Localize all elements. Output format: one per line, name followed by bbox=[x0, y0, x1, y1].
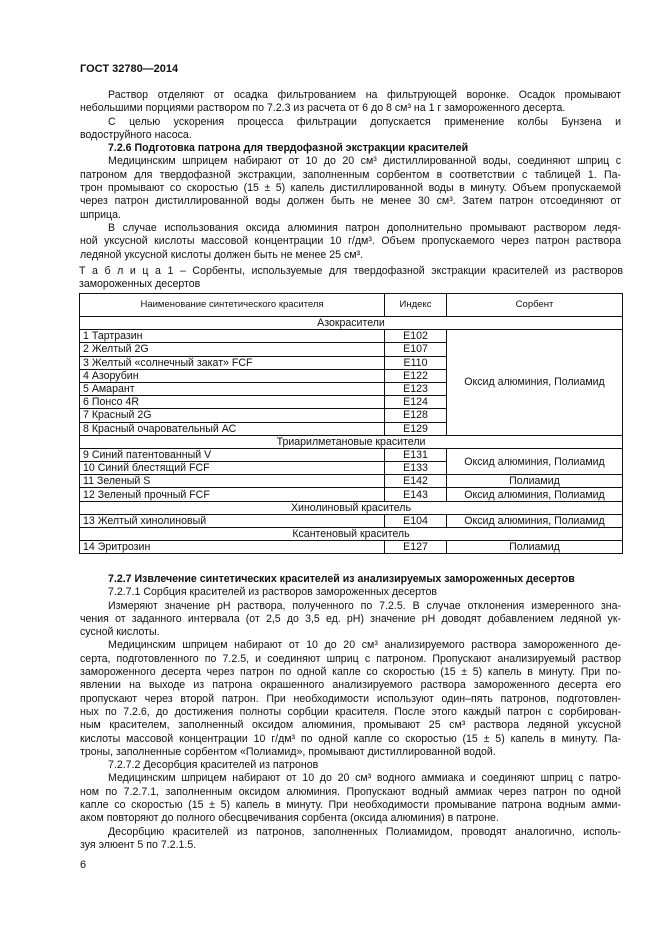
dye-index: E131 bbox=[385, 448, 447, 461]
text-line: Раствор отделяют от осадка фильтрованием на фильтрующей воронке. Осадок промывают bbox=[108, 89, 621, 101]
table-header-row bbox=[80, 294, 623, 317]
dye-index: E142 bbox=[385, 475, 447, 488]
text-line: ных по 7.2.6, до достижения полноты сорбции красителя. После этого каждый патрон с сорбирован- bbox=[80, 705, 621, 718]
dye-index: E107 bbox=[385, 343, 447, 356]
text-line: явлении на выходе из патрона окрашенного анализируемого раствора замороженного десерта его bbox=[80, 679, 621, 692]
sorbents-table bbox=[79, 293, 623, 554]
section-heading bbox=[80, 142, 621, 155]
dye-name: 2 Желтый 2G bbox=[80, 343, 385, 356]
dye-name: 4 Азорубин bbox=[80, 369, 385, 382]
text-line: С целью ускорения процесса фильтрации допускается применение колбы Бунзена и bbox=[108, 115, 621, 128]
category-row bbox=[80, 317, 623, 330]
text-line: чения от заданного интервала (от 2,5 до 3,5 ед. pH) значение pH доводят добавлением ледяной ук- bbox=[80, 612, 621, 625]
dye-name: 5 Амарант bbox=[80, 382, 385, 395]
paragraph bbox=[80, 586, 621, 599]
sorbent: Оксид алюминия, Полиамид bbox=[447, 488, 623, 501]
table-row bbox=[80, 475, 623, 488]
dye-index: E123 bbox=[385, 382, 447, 395]
text-line: ным красителем, заполненный оксидом алюминия, промывают 25 см³ раствора ледяной уксусной bbox=[80, 719, 621, 732]
table-row bbox=[80, 448, 623, 461]
dye-name: 11 Зеленый S bbox=[80, 475, 385, 488]
table-row bbox=[80, 514, 623, 527]
dye-index: E122 bbox=[385, 369, 447, 382]
dye-index: E129 bbox=[385, 422, 447, 435]
page-number: 6 bbox=[80, 859, 87, 871]
section-heading bbox=[80, 573, 621, 586]
dye-name: 9 Синий патентованный V bbox=[80, 448, 385, 461]
paragraph bbox=[80, 772, 621, 825]
column-header: Индекс bbox=[385, 294, 447, 317]
dye-name: 1 Тартразин bbox=[80, 330, 385, 343]
text-line: Измеряют значение pH раствора, полученного по 7.2.5. В случае отклонения измеренного зна- bbox=[108, 599, 621, 612]
table-row bbox=[80, 330, 623, 343]
paragraph bbox=[80, 89, 621, 116]
table-row bbox=[80, 488, 623, 501]
document-header: ГОСТ 32780—2014 bbox=[80, 63, 179, 75]
dye-name: 10 Синий блестящий FCF bbox=[80, 462, 385, 475]
dye-index: E124 bbox=[385, 396, 447, 409]
paragraph bbox=[80, 600, 621, 640]
dye-name: 7 Красный 2G bbox=[80, 409, 385, 422]
dye-index: E133 bbox=[385, 462, 447, 475]
sorbent: Оксид алюминия, Полиамид bbox=[447, 330, 623, 436]
dye-name: 12 Зеленый прочный FCF bbox=[80, 488, 385, 501]
section-7-2-7 bbox=[80, 573, 621, 852]
text-line: 7.2.6 Подготовка патрона для твердофазной экстракции красителей bbox=[108, 142, 469, 155]
dye-index: E102 bbox=[385, 330, 447, 343]
text-line: Десорбцию красителей из патронов, заполненных Полиамидом, проводят аналогично, исполь- bbox=[108, 825, 621, 838]
text-line: капле со скоростью (15 ± 5) капель в минуту. При необходимости промывание патрона водным амми- bbox=[80, 799, 621, 812]
paragraph bbox=[80, 826, 621, 853]
paragraph bbox=[80, 116, 621, 143]
section-7-2-5-7-2-6 bbox=[80, 89, 621, 262]
dye-index: E104 bbox=[385, 514, 447, 527]
dye-name: 8 Красный очаровательный АС bbox=[80, 422, 385, 435]
text-line: троны, заполненные сорбентом «Полиамид», промывают дистиллированной водой. bbox=[80, 745, 496, 758]
text-line: небольшими порциями раствором по 7.2.3 из расчета от 6 до 8 см³ на 1 г замороженного десерта. bbox=[80, 102, 566, 115]
category-label: Ксантеновый краситель bbox=[80, 528, 623, 541]
sorbent: Оксид алюминия, Полиамид bbox=[447, 514, 623, 527]
paragraph bbox=[80, 155, 621, 221]
table-caption bbox=[79, 265, 623, 292]
column-header: Наименование синтетического красителя bbox=[80, 294, 385, 317]
paragraph bbox=[80, 759, 621, 772]
dye-name: 13 Желтый хинолиновый bbox=[80, 514, 385, 527]
text-line: Медицинским шприцем набирают от 10 до 20 см³ дистиллированной воды, соединяют шприц с bbox=[108, 155, 621, 168]
text-line: ном по 7.2.7.1, заполненным оксидом алюминия. Пропускают водный аммиак через патрон по одной bbox=[80, 785, 621, 798]
text-line: зуя элюент 5 по 7.2.1.5. bbox=[80, 838, 197, 851]
paragraph bbox=[80, 639, 621, 759]
category-label: Хинолиновый краситель bbox=[80, 501, 623, 514]
text-line: 7.2.7.1 Сорбция красителей из растворов замороженных десертов bbox=[108, 586, 438, 599]
caption-line: замороженных десертов bbox=[79, 278, 201, 291]
text-line: пропускают через второй патрон. При необходимости используют один–пять патронов, подготовлен- bbox=[80, 692, 621, 705]
paragraph bbox=[80, 222, 621, 262]
text-line: 7.2.7.2 Десорбция красителей из патронов bbox=[108, 759, 319, 772]
category-row bbox=[80, 528, 623, 541]
text-line: Медицинским шприцем набирают от 10 до 20 см³ анализируемого раствора замороженного де- bbox=[108, 639, 621, 652]
text-line: 7.2.7 Извлечение синтетических красителей из анализируемых замороженных десертов bbox=[108, 573, 575, 585]
text-line: ной уксусной кислоты массовой концентрации 10 г/дм³. Объем пропускаемого через патрон раствора bbox=[80, 235, 621, 248]
dye-name: 6 Понсо 4R bbox=[80, 396, 385, 409]
dye-name: 14 Эритрозин bbox=[80, 541, 385, 554]
caption-line: Т а б л и ц а 1 – Сорбенты, используемые для твердофазной экстракции красителей из растворов bbox=[79, 265, 623, 277]
table-row bbox=[80, 541, 623, 554]
text-line: серта, подготовленного по 7.2.5, и соединяют шприц с патроном. Пропускают анализируемый раствор bbox=[80, 652, 621, 665]
text-line: Медицинским шприцем набирают от 10 до 20 см³ водного аммиака и соединяют шприц с патро- bbox=[108, 772, 621, 785]
dye-index: E127 bbox=[385, 541, 447, 554]
dye-index: E110 bbox=[385, 356, 447, 369]
text-line: замороженного десерта через патрон по одной капле со скоростью (15 ± 5) капель в минуту. При по- bbox=[80, 666, 621, 679]
category-row bbox=[80, 501, 623, 514]
text-line: сусной кислоты. bbox=[80, 626, 160, 639]
text-line: кислоты массовой концентрации 10 г/дм³ по одной капле со скоростью (15 ± 5) капель в минуту. Па- bbox=[80, 732, 621, 745]
text-line: В случае использования оксида алюминия патрон дополнительно промывают раствором ледя- bbox=[108, 221, 621, 234]
dye-index: E128 bbox=[385, 409, 447, 422]
column-header: Сорбент bbox=[447, 294, 623, 317]
category-row bbox=[80, 435, 623, 448]
text-line: ледяной уксусной кислоты должен быть не менее 25 см³. bbox=[80, 248, 364, 261]
text-line: водоструйного насоса. bbox=[80, 128, 192, 141]
sorbent: Оксид алюминия, Полиамид bbox=[447, 448, 623, 474]
dye-name: 3 Желтый «солнечный закат» FCF bbox=[80, 356, 385, 369]
text-line: через патрон дистиллированной воды должен быть не менее 30 см³. Затем патрон отсоединяют от bbox=[80, 195, 621, 208]
text-line: трон промывают со скоростью (15 ± 5) капель дистиллированной воды в минуту. Объем пропускаемой bbox=[80, 182, 621, 195]
sorbent: Полиамид bbox=[447, 541, 623, 554]
text-line: аком повторяют до полного обесцвечивания сорбента (оксида алюминия) в патроне. bbox=[80, 812, 499, 825]
text-line: патроном для твердофазной экстракции, заполненным сорбентом в соответствии с таблицей 1. Па- bbox=[80, 168, 621, 181]
text-line: шприца. bbox=[80, 208, 121, 221]
sorbent: Полиамид bbox=[447, 475, 623, 488]
dye-index: E143 bbox=[385, 488, 447, 501]
category-label: Триарилметановые красители bbox=[80, 435, 623, 448]
category-label: Азокрасители bbox=[80, 317, 623, 330]
